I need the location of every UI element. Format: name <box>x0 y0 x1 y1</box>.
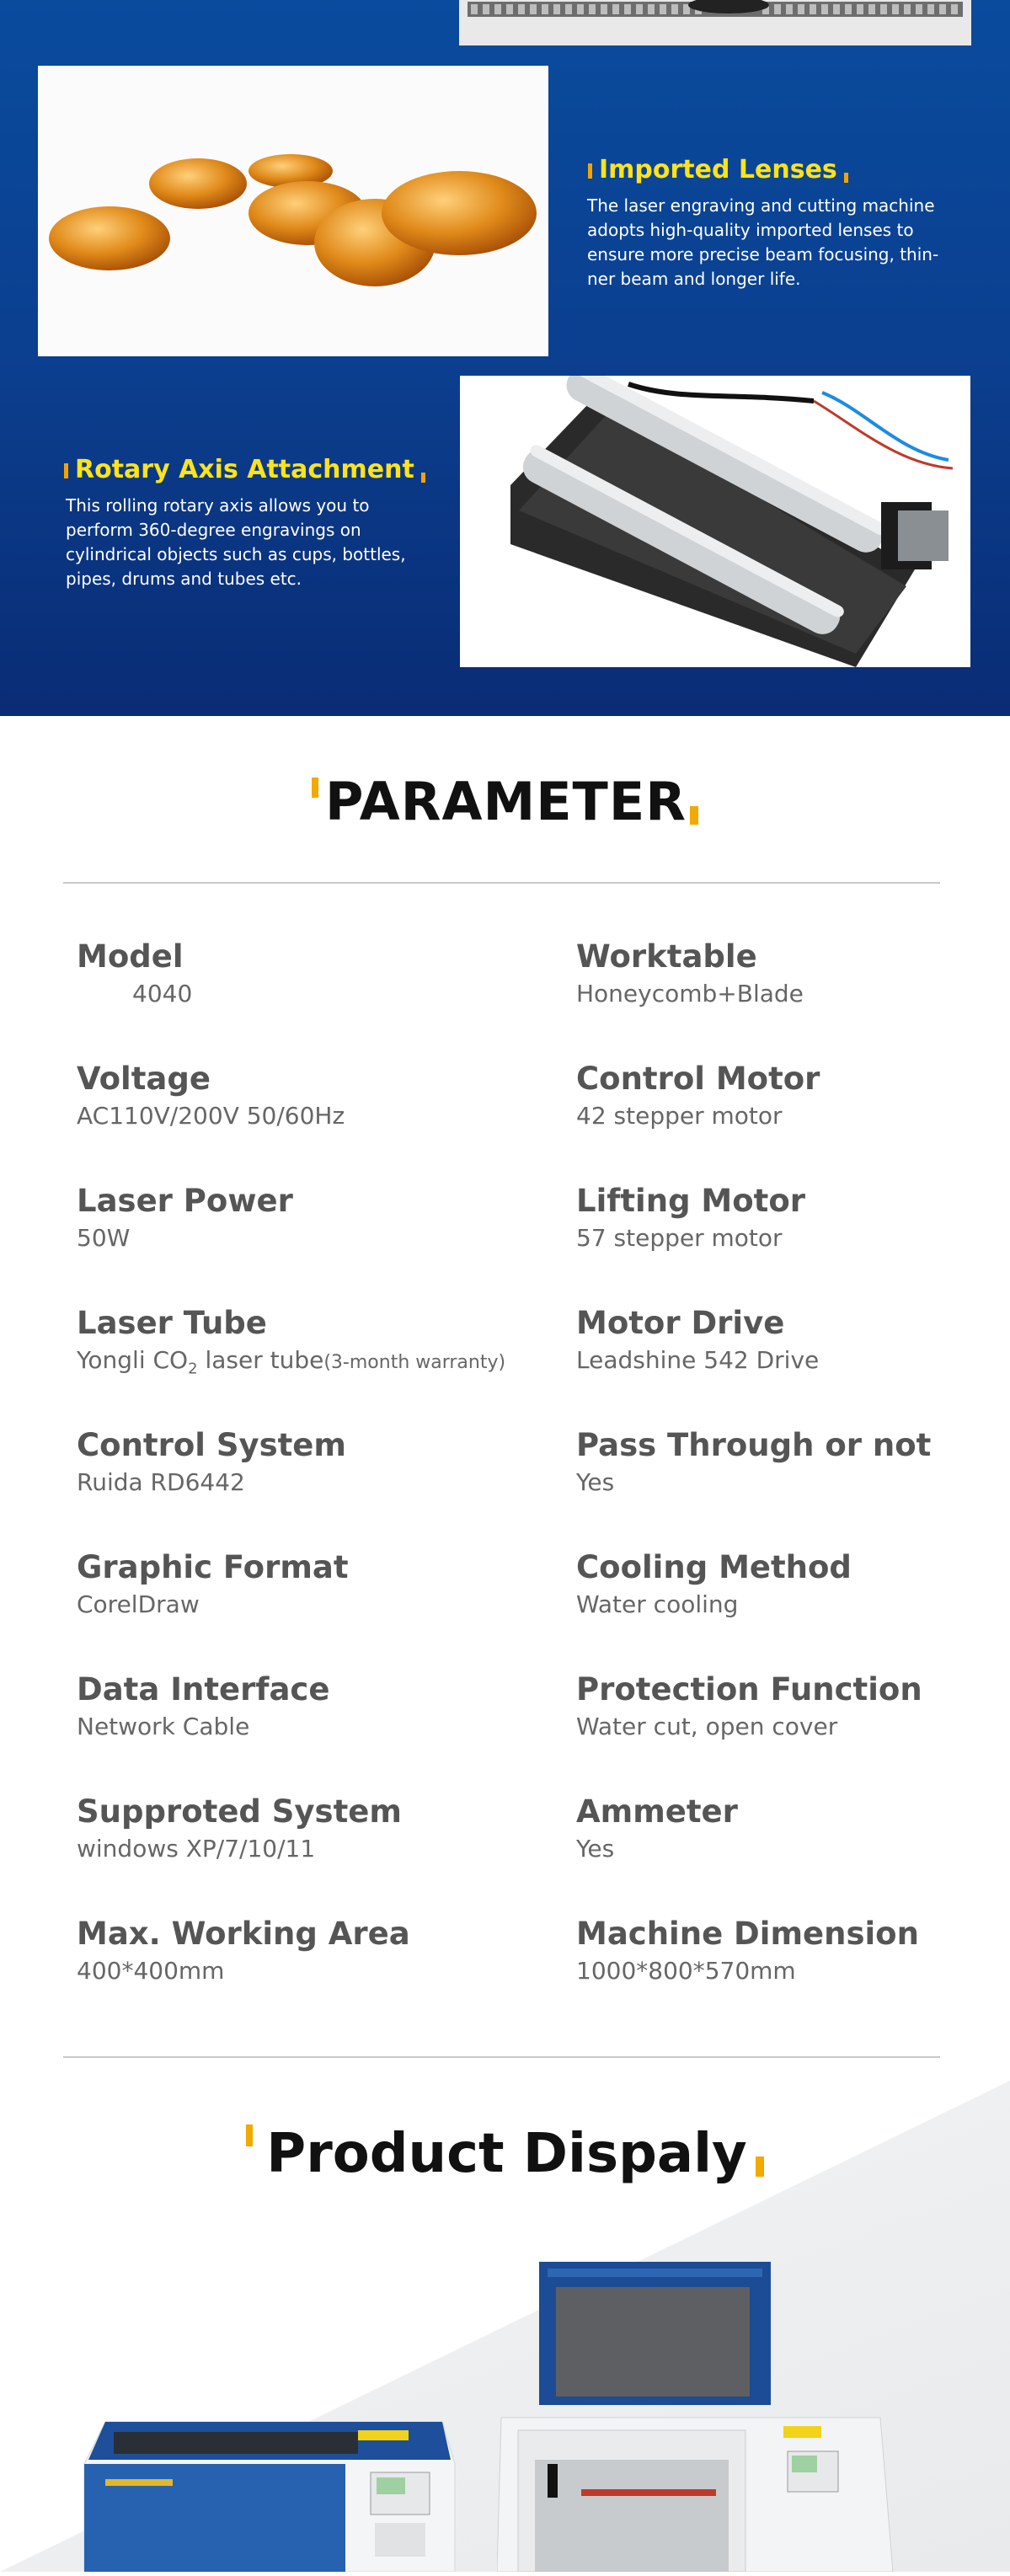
spec-value: Yes <box>576 1468 615 1496</box>
feature-section <box>0 0 1010 716</box>
accent-tick <box>421 473 425 483</box>
rotary-image <box>460 376 970 667</box>
spec-pass-through <box>576 1428 931 1499</box>
spec-value: 50W <box>77 1224 131 1252</box>
divider-top <box>63 882 940 884</box>
machine-closed-image <box>80 2413 459 2572</box>
spec-label: Model <box>77 938 184 975</box>
accent-tick <box>844 173 848 183</box>
spec-data-interface <box>77 1672 329 1743</box>
spec-value: CorelDraw <box>77 1590 200 1618</box>
spec-voltage <box>77 1061 345 1132</box>
spec-label: Voltage <box>77 1061 211 1097</box>
spec-label: Laser Power <box>77 1183 293 1219</box>
accent-tick <box>588 163 592 179</box>
accent-tick <box>756 2156 764 2177</box>
spec-label: Data Interface <box>77 1671 330 1708</box>
spec-label: Protection Function <box>576 1671 922 1708</box>
spec-value: AC110V/200V 50/60Hz <box>77 1102 345 1130</box>
spec-label: Control System <box>77 1427 346 1463</box>
spec-value: Water cut, open cover <box>576 1713 838 1740</box>
spec-protection-function <box>576 1672 922 1743</box>
spec-value: windows XP/7/10/11 <box>77 1835 316 1863</box>
chain-image <box>459 0 971 45</box>
spec-value: Network Cable <box>77 1713 250 1740</box>
spec-motor-drive <box>576 1306 819 1376</box>
spec-working-area <box>77 1916 410 1987</box>
spec-value: 1000*800*570mm <box>576 1957 796 1985</box>
feature-title-rotary: Rotary Axis Attachment <box>59 455 432 484</box>
spec-label: Pass Through or not <box>576 1427 932 1463</box>
spec-label: Laser Tube <box>77 1305 267 1341</box>
spec-value: Yongli $CO_2$ laser tube(3-month warranty) <box>77 1346 506 1378</box>
spec-cooling-method <box>576 1550 852 1621</box>
spec-label: Supproted System <box>77 1793 402 1830</box>
spec-value: Water cooling <box>576 1590 739 1618</box>
spec-ammeter <box>576 1794 738 1865</box>
spec-label: Lifting Motor <box>576 1183 806 1219</box>
spec-model <box>77 939 192 1010</box>
divider-bottom <box>63 2056 940 2058</box>
spec-value: Ruida RD6442 <box>77 1468 245 1496</box>
lenses-image <box>38 66 548 356</box>
spec-control-system <box>77 1428 346 1499</box>
parameter-heading: PARAMETER <box>0 771 1010 832</box>
spec-value: Honeycomb+Blade <box>576 980 804 1007</box>
product-heading: Product Dispaly <box>0 2123 1010 2185</box>
accent-tick <box>690 806 698 825</box>
spec-label: Max. Working Area <box>77 1916 410 1952</box>
spec-worktable <box>576 939 804 1010</box>
spec-machine-dimension <box>576 1916 919 1987</box>
spec-lifting-motor <box>576 1184 805 1254</box>
spec-label: Control Motor <box>576 1061 820 1097</box>
spec-label: Worktable <box>576 938 757 975</box>
spec-label: Cooling Method <box>576 1549 852 1585</box>
accent-tick <box>312 778 318 798</box>
spec-value: 42 stepper motor <box>576 1102 783 1130</box>
spec-value: Yes <box>576 1835 615 1863</box>
machine-open-image <box>497 2262 943 2572</box>
spec-laser-power <box>77 1184 293 1254</box>
spec-value: 57 stepper motor <box>576 1224 783 1252</box>
spec-control-motor <box>576 1061 820 1132</box>
accent-tick <box>246 2124 253 2146</box>
feature-desc-lenses: The laser engraving and cutting machine adopts high-quality imported lenses to ensure more precise beam focusing, thin- ner beam and longer life. <box>587 195 939 289</box>
spec-label: Graphic Format <box>77 1549 349 1585</box>
spec-value: 400*400mm <box>77 1957 225 1985</box>
feature-title-lenses: Imported Lenses <box>581 155 855 184</box>
feature-desc-rotary: This rolling rotary axis allows you to perform 360-degree engravings on cylindrical objects such as cups, bottles, pipes, drums and tubes etc. <box>66 495 406 589</box>
spec-supported-system <box>77 1794 402 1865</box>
spec-label: Machine Dimension <box>576 1916 919 1952</box>
spec-value: Leadshine 542 Drive <box>576 1346 820 1374</box>
spec-laser-tube <box>77 1306 505 1386</box>
accent-tick <box>64 463 68 478</box>
spec-value: 4040 <box>132 980 193 1007</box>
spec-label: Ammeter <box>576 1793 738 1830</box>
spec-graphic-format <box>77 1550 349 1621</box>
spec-label: Motor Drive <box>576 1305 785 1341</box>
